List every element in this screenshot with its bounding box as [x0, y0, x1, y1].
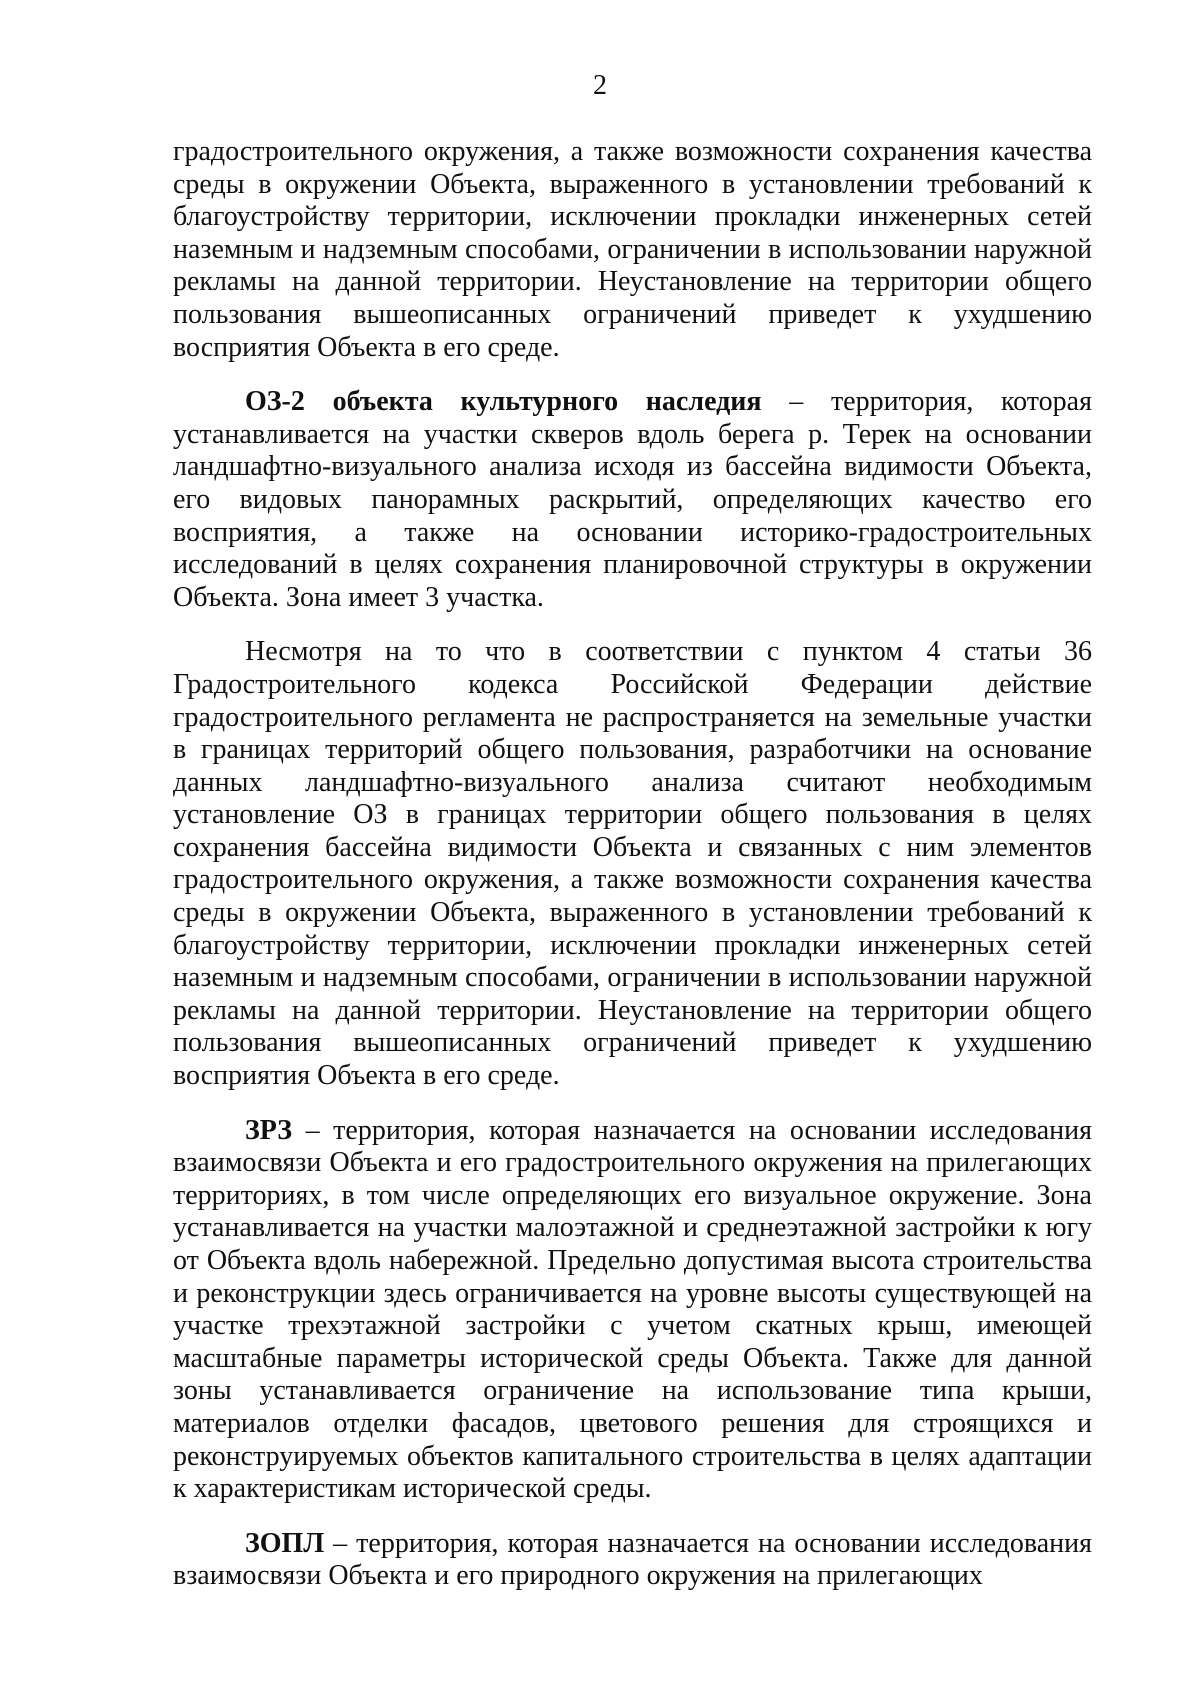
paragraph-text: – территория, которая назначается на основании исследования взаимосвязи Объекта и его градостроительного окружения на прилегающих территориях, в том числе определяющих его визуальное окружение. Зона устанавливается на участки малоэтажной и среднеэтажной застройки к югу от Объекта вдоль набережной. Предельно допустимая высота строительства и реконструкции здесь ограничивается на уровне высоты существующей на участке трехэтажной застройки с учетом скатных крыш, имеющей масштабные параметры исторической среды Объекта. Также для данной зоны устанавливается ограничение на использование типа крыши, материалов отделки фасадов, цветового решения для строящихся и реконструируемых объектов капитального строительства в целях адаптации к характеристикам исторической среды.: [173, 1114, 1092, 1505]
paragraph-term: ЗРЗ: [245, 1114, 293, 1146]
paragraph-text: – территория, которая назначается на основании исследования взаимосвязи Объекта и его природного окружения на прилегающих: [173, 1527, 1092, 1592]
paragraph-general-use-territory: [173, 636, 1092, 1092]
paragraph-text: градостроительного окружения, а также возможности сохранения качества среды в окружении Объекта, выраженного в установлении требований к благоустройству территории, исключении прокладки инженерных сетей наземным и надземным способами, ограничении в использовании наружной рекламы на данной территории. Неустановление на территории общего пользования вышеописанных ограничений приведет к ухудшению восприятия Объекта в его среде.: [173, 136, 1092, 363]
document-body: [173, 136, 1092, 1615]
paragraph-text: – территория, которая устанавливается на участки скверов вдоль берега р. Терек на основании ландшафтно-визуального анализа исходя из бассейна видимости Объекта, его видовых панорамных раскрытий, определяющих качество его восприятия, а также на основании историко-градостроительных исследований в целях сохранения планировочной структуры в окружении Объекта. Зона имеет 3 участка.: [173, 386, 1092, 613]
paragraph-zrz: [173, 1115, 1092, 1506]
paragraph-term: ОЗ-2 объекта культурного наследия: [245, 386, 762, 418]
paragraph-oz2: [173, 386, 1092, 614]
page-number: 2: [593, 70, 607, 101]
paragraph-zopl: [173, 1528, 1092, 1593]
paragraph-continuation: [173, 136, 1092, 364]
paragraph-text: Несмотря на то что в соответствии с пунктом 4 статьи 36 Градостроительного кодекса Российской Федерации действие градостроительного регламента не распространяется на земельные участки в границах территорий общего пользования, разработчики на основание данных ландшафтно-визуального анализа считают необходимым установление ОЗ в границах территории общего пользования в целях сохранения бассейна видимости Объекта и связанных с ним элементов градостроительного окружения, а также возможности сохранения качества среды в окружении Объекта, выраженного в установлении требований к благоустройству территории, исключении прокладки инженерных сетей наземным и надземным способами, ограничении в использовании наружной рекламы на данной территории. Неустановление на территории общего пользования вышеописанных ограничений приведет к ухудшению восприятия Объекта в его среде.: [173, 636, 1092, 1092]
paragraph-term: ЗОПЛ: [245, 1527, 325, 1559]
